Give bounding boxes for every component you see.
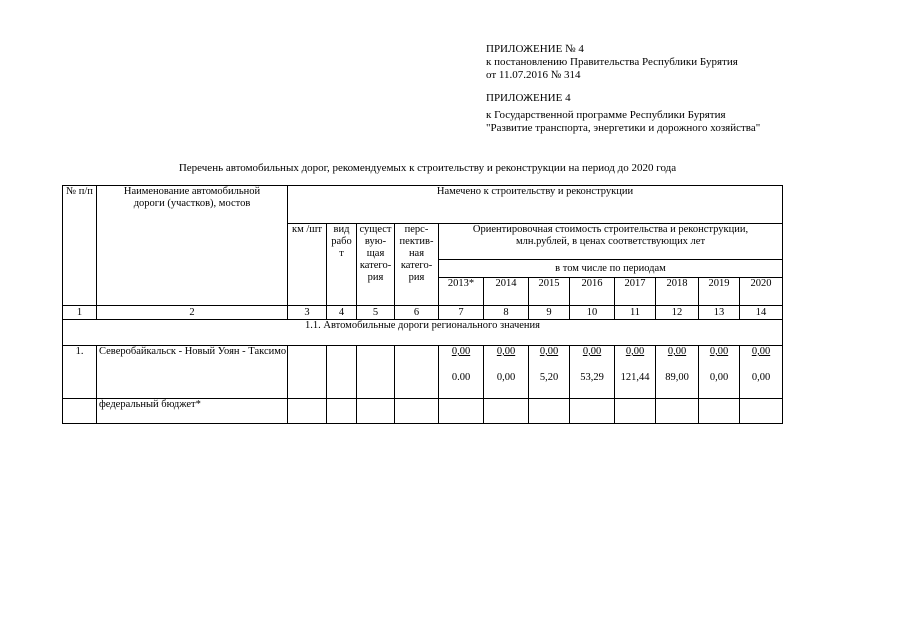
year-header: 2016: [570, 278, 615, 306]
empty-cell: [327, 399, 357, 424]
row-no: 1.: [63, 346, 97, 399]
year-header: 2018: [656, 278, 699, 306]
header-periods: в том числе по периодам: [439, 260, 783, 278]
year-header: 2013*: [439, 278, 484, 306]
approval-line: "Развитие транспорта, энергетики и дорожного хозяйства": [486, 122, 761, 134]
year-header: 2019: [699, 278, 740, 306]
approval-line: ПРИЛОЖЕНИЕ 4: [486, 92, 571, 104]
empty-cell: [529, 399, 570, 424]
empty-cell: [395, 399, 439, 424]
year-header: 2015: [529, 278, 570, 306]
empty-cell: [288, 399, 327, 424]
value-cell: 0,00 0,00: [484, 346, 529, 399]
column-number: 7: [439, 306, 484, 320]
approval-line: к постановлению Правительства Республики Бурятия: [486, 56, 738, 68]
section-title: 1.1. Автомобильные дороги регионального значения: [63, 320, 783, 346]
value-cell: 0,00 5,20: [529, 346, 570, 399]
header-planned: Намечено к строительству и реконструкции: [288, 186, 783, 224]
empty-cell: [615, 399, 656, 424]
table-row: [63, 346, 783, 399]
row-km: [288, 346, 327, 399]
header-work-type: вид рабо т: [327, 224, 357, 306]
header-existing-category: сущест вую- щая катего- рия: [357, 224, 395, 306]
header-cost: Ориентировочная стоимость строительства и реконструкции, млн.рублей, в ценах соответствующих лет: [439, 224, 783, 260]
column-number: 9: [529, 306, 570, 320]
column-number: 6: [395, 306, 439, 320]
row-no: [63, 399, 97, 424]
approval-line: к Государственной программе Республики Бурятия: [486, 109, 726, 121]
header-perspective-category: перс- пектив- ная катего- рия: [395, 224, 439, 306]
empty-cell: [484, 399, 529, 424]
row-name: федеральный бюджет*: [97, 399, 288, 424]
roads-table: [62, 185, 783, 424]
approval-header-2: [486, 92, 760, 135]
year-header: 2014: [484, 278, 529, 306]
header-no: № п/п: [63, 186, 97, 306]
empty-cell: [439, 399, 484, 424]
column-number: 12: [656, 306, 699, 320]
header-km: км /шт: [288, 224, 327, 306]
year-header: 2017: [615, 278, 656, 306]
empty-cell: [570, 399, 615, 424]
empty-cell: [740, 399, 783, 424]
column-number: 11: [615, 306, 656, 320]
value-cell: 0,00 89,00: [656, 346, 699, 399]
value-cell: 0,00 0.00: [439, 346, 484, 399]
value-cell: 0,00 0,00: [740, 346, 783, 399]
document-title: Перечень автомобильных дорог, рекомендуемых к строительству и реконструкции на период до 2020 года: [178, 162, 677, 174]
value-cell: 0,00 0,00: [699, 346, 740, 399]
value-cell: 0,00 121,44: [615, 346, 656, 399]
column-number: 4: [327, 306, 357, 320]
empty-cell: [656, 399, 699, 424]
value-cell: 0,00 53,29: [570, 346, 615, 399]
column-number: 2: [97, 306, 288, 320]
year-header: 2020: [740, 278, 783, 306]
column-number: 8: [484, 306, 529, 320]
approval-line: ПРИЛОЖЕНИЕ № 4: [486, 43, 584, 55]
column-number: 14: [740, 306, 783, 320]
column-number: 5: [357, 306, 395, 320]
column-number: 10: [570, 306, 615, 320]
approval-header-1: [486, 43, 738, 82]
column-number: 13: [699, 306, 740, 320]
header-name: Наименование автомобильной дороги (участков), мостов: [97, 186, 288, 306]
empty-cell: [699, 399, 740, 424]
row-existing-category: [357, 346, 395, 399]
row-work-type: [327, 346, 357, 399]
row-name: Северобайкальск - Новый Уоян - Таксимо: [97, 346, 288, 399]
table-row: [63, 399, 783, 424]
column-number: 1: [63, 306, 97, 320]
column-number: 3: [288, 306, 327, 320]
approval-line: от 11.07.2016 № 314: [486, 69, 581, 81]
empty-cell: [357, 399, 395, 424]
row-perspective-category: [395, 346, 439, 399]
